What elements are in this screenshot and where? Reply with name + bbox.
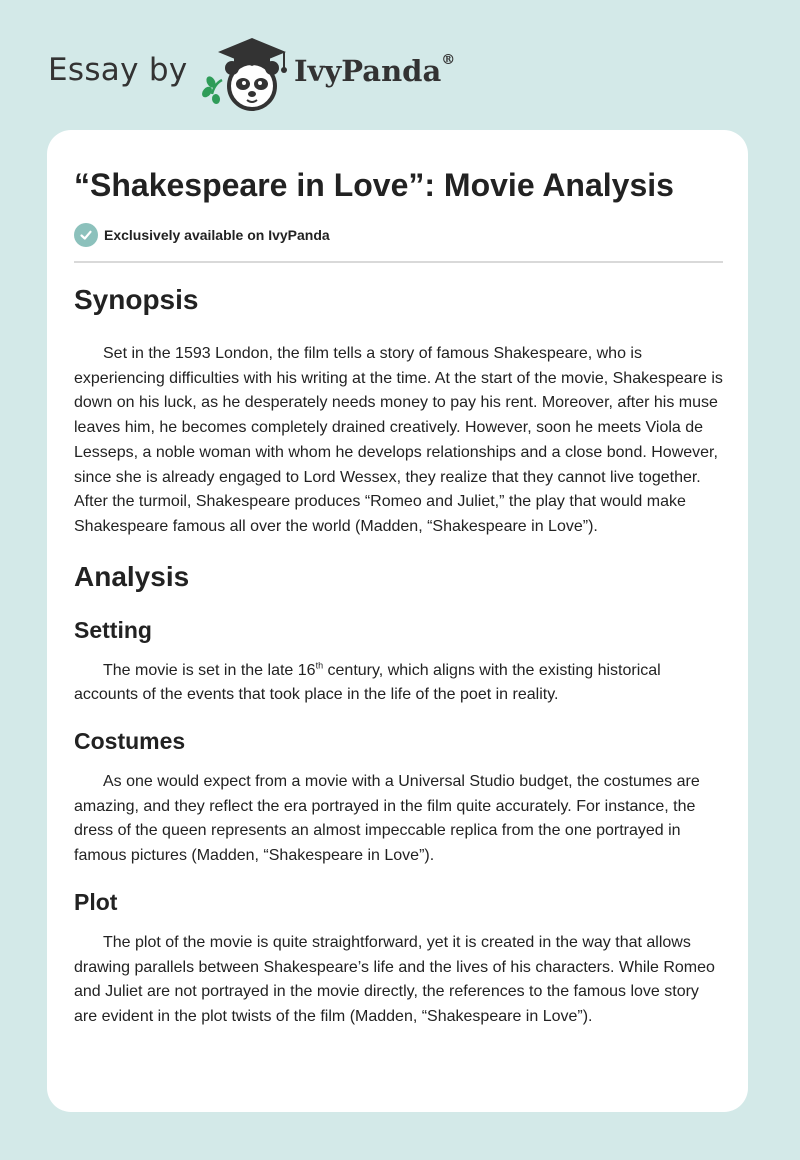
synopsis-heading: Synopsis: [74, 284, 199, 315]
page-title: “Shakespeare in Love”: Movie Analysis: [74, 167, 674, 203]
costumes-heading: Costumes: [74, 728, 186, 755]
setting-paragraph: [74, 659, 726, 708]
brand-text: IvyPanda: [294, 54, 442, 88]
setting-heading: Setting: [74, 616, 152, 643]
exclusive-badge: [74, 223, 330, 247]
analysis-heading: Analysis: [74, 560, 190, 592]
registered-mark: ®: [441, 52, 456, 69]
setting-superscript: th: [315, 660, 324, 671]
plot-paragraph: The plot of the movie is quite straightforward, yet it is created in the way that allows drawing parallels between Shakespeare’s life and the lives of his characters. While Romeo and Juliet are not portrayed in the movie directly, the references to the famous love story are evident in the plot twists of the film (Madden, “Shakespeare in Love”).: [74, 933, 715, 1025]
logo-graphic: [198, 36, 298, 112]
synopsis-paragraph: Set in the 1593 London, the film tells a story of famous Shakespeare, who is experiencing difficulties with his writing at the time. At the start of the movie, Shakespeare is down on his luck, as he desperately needs money to pay his rent. Moreover, after his muse leaves him, he becomes completely drained creatively. However, soon he meets Viola de Lesseps, a noble woman with whom he develops relationships and a close bond. However, since she is already engaged to Lord Wessex, they realize that they cannot live together. After the turmoil, Shakespeare produces “Romeo and Juliet,” the play that would make Shakespeare famous all over the world (Madden, “Shakespeare in Love”).: [74, 345, 723, 535]
setting-text-end: century, which aligns with the existing historical accounts of the events that took place in the life of the poet in reality.: [74, 661, 661, 704]
plot-heading: Plot: [74, 888, 118, 915]
exclusive-text: Exclusively available on IvyPanda: [104, 227, 330, 243]
brand-name[interactable]: [294, 54, 455, 88]
article-body: [74, 283, 726, 1030]
divider: [74, 261, 723, 263]
setting-text-start: The movie is set in the late 16: [103, 661, 316, 679]
article-card: [47, 130, 748, 1112]
essay-by-label: Essay by: [48, 52, 188, 88]
site-header: [0, 0, 800, 130]
panda-graduate-icon[interactable]: [198, 36, 298, 112]
check-icon: [74, 223, 98, 247]
costumes-paragraph: As one would expect from a movie with a Universal Studio budget, the costumes are amazing, and they reflect the era portrayed in the film quite accurately. For instance, the dress of the queen represents an almost impeccable replica from the one portrayed in famous pictures (Madden, “Shakespeare in Love”).: [74, 773, 700, 865]
